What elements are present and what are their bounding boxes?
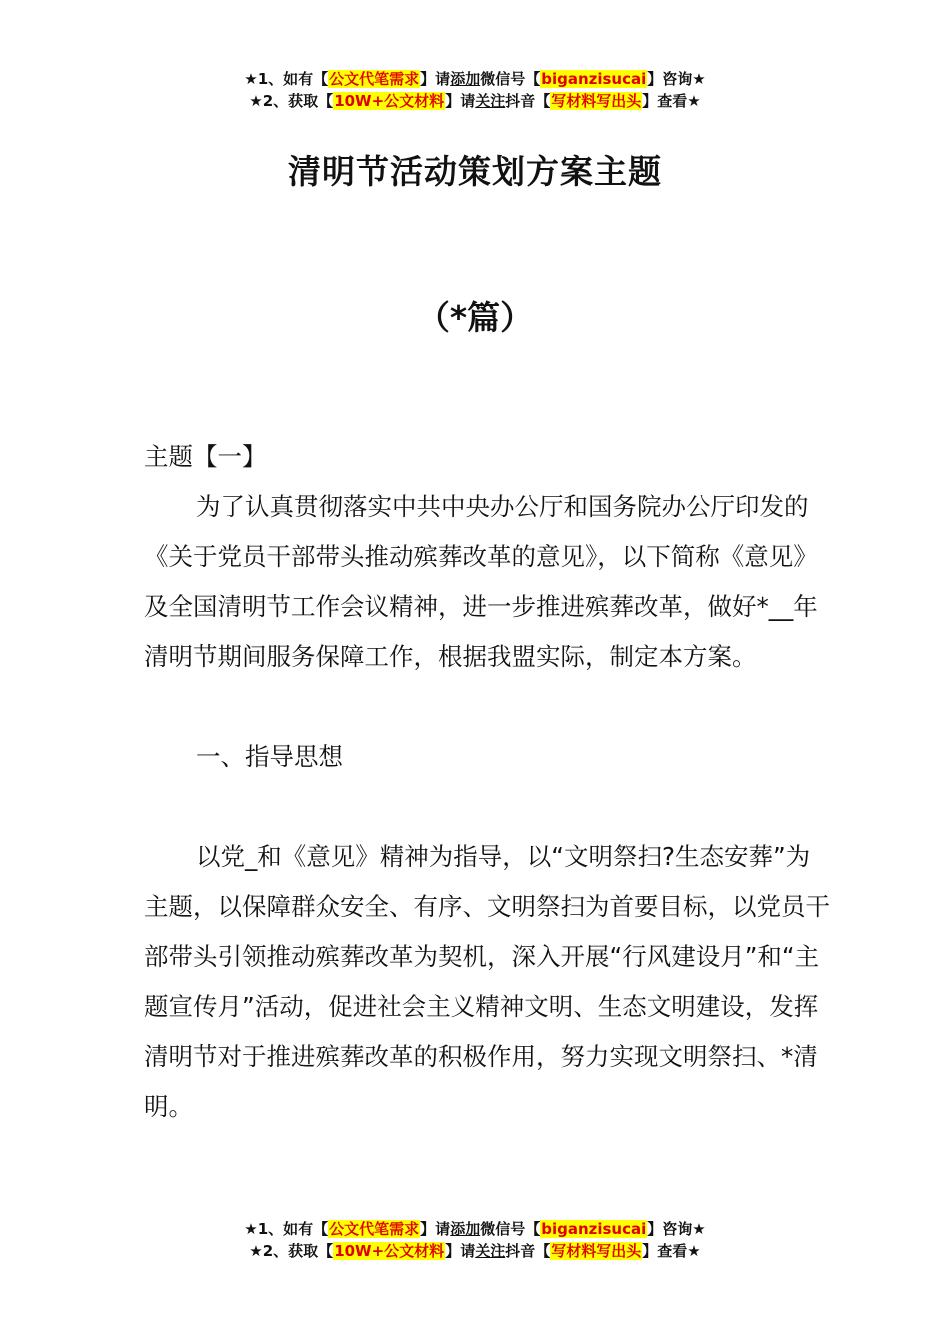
banner-underlined: 添加 (450, 70, 481, 88)
document-subtitle: （*篇） (416, 298, 534, 337)
banner-underlined: 关注 (475, 1242, 506, 1260)
banner-line-2 (0, 90, 950, 112)
banner-highlight: biganzisucai (541, 70, 647, 88)
banner-text: 抖音【 (505, 92, 551, 110)
banner-underlined: 关注 (475, 92, 506, 110)
banner-text: 】咨询★ (647, 70, 706, 88)
document-body (144, 432, 834, 1132)
banner-highlight: 10W+公文材料 (334, 92, 445, 110)
guiding-paragraph: 以党_和《意见》精神为指导，以“文明祭扫?生态安葬”为主题，以保障群众安全、有序、文明祭扫为首要目标，以党员干部带头引领推动殡葬改革为契机，深入开展“行风建设月”和“主题宣传月”活动，促进社会主义精神文明、生态文明建设，发挥清明节对于推进殡葬改革的积极作用，努力实现文明祭扫、*清明。 (144, 842, 830, 1121)
banner-line-2 (0, 1240, 950, 1262)
banner-text: ★1、如有【 (244, 70, 329, 88)
banner-text: ★2、获取【 (249, 1242, 334, 1260)
banner-highlight: 公文代笔需求 (329, 70, 420, 88)
section-heading: 主题【一】 (144, 442, 267, 471)
document-title: 清明节活动策划方案主题 (288, 152, 662, 191)
spacer (144, 682, 834, 732)
top-banner (0, 68, 950, 112)
banner-underlined: 添加 (450, 1220, 481, 1238)
banner-highlight: 10W+公文材料 (334, 1242, 445, 1260)
banner-line-1 (0, 1218, 950, 1240)
banner-text: 微信号【 (480, 70, 541, 88)
banner-text: 】请 (445, 1242, 476, 1260)
banner-text: 】请 (445, 92, 476, 110)
banner-text: ★1、如有【 (244, 1220, 329, 1238)
banner-text: 抖音【 (505, 1242, 551, 1260)
spacer (144, 782, 834, 832)
banner-highlight: 写材料写出头 (551, 92, 642, 110)
banner-text: ★2、获取【 (249, 92, 334, 110)
banner-highlight: 写材料写出头 (551, 1242, 642, 1260)
banner-text: 微信号【 (480, 1220, 541, 1238)
banner-text: 】请 (420, 70, 451, 88)
banner-text: 】查看★ (642, 92, 701, 110)
banner-text: 】请 (420, 1220, 451, 1238)
banner-line-1 (0, 68, 950, 90)
intro-paragraph: 为了认真贯彻落实中共中央办公厅和国务院办公厅印发的《关于党员干部带头推动殡葬改革的意见》，以下简称《意见》及全国清明节工作会议精神，进一步推进殡葬改革，做好*__年清明节期间服务保障工作，根据我盟实际，制定本方案。 (144, 492, 818, 671)
guiding-heading: 一、指导思想 (196, 742, 343, 771)
banner-highlight: biganzisucai (541, 1220, 647, 1238)
banner-text: 】查看★ (642, 1242, 701, 1260)
banner-text: 】咨询★ (647, 1220, 706, 1238)
banner-highlight: 公文代笔需求 (329, 1220, 420, 1238)
bottom-banner (0, 1218, 950, 1262)
